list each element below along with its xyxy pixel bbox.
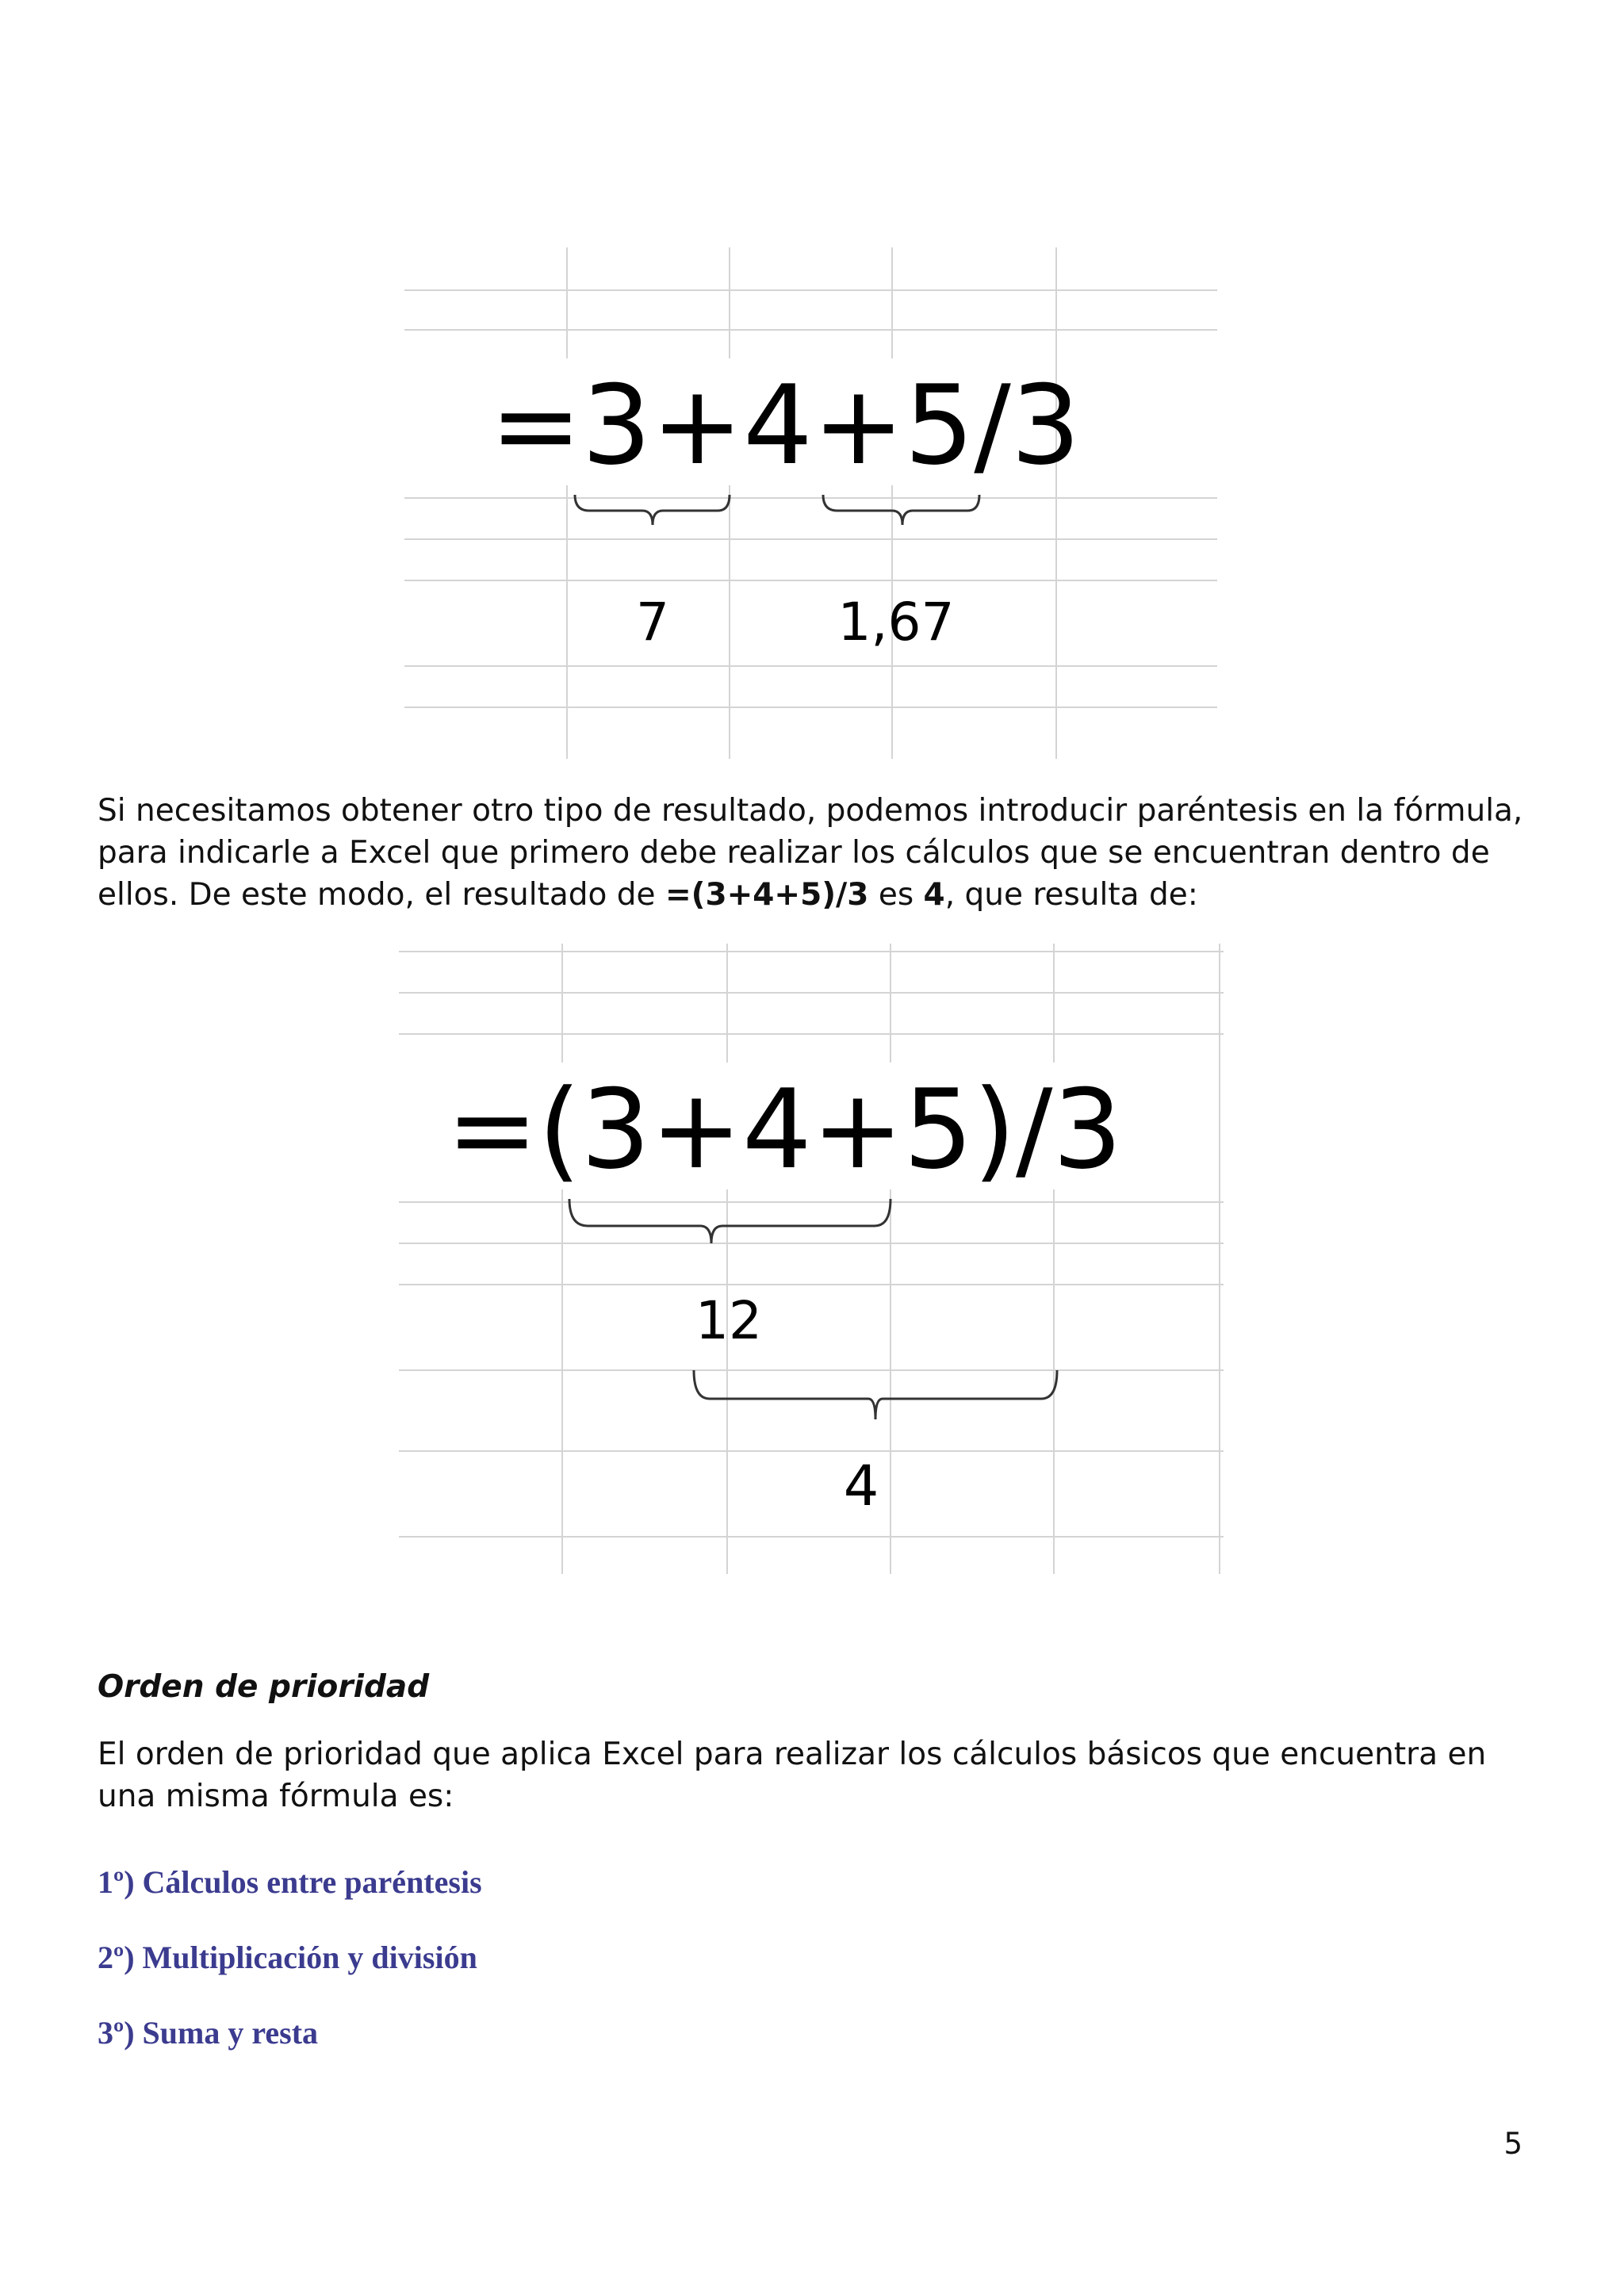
spreadsheet-grid-2 [399,944,1224,1574]
brace-right [823,495,979,525]
result-twelve: 12 [695,1290,762,1351]
paragraph-text-1: Si necesitamos obtener otro tipo de resultado, podemos introducir paréntesis en la fórmula, para indicarle a Excel que primero debe realizar los cálculos que se encuentran dentro de ellos. De este modo, el resultado de [98,793,1523,913]
section-intro: El orden de prioridad que aplica Excel para realizar los cálculos básicos que encuentra en una misma fórmula es: [98,1737,1487,1814]
priority-step-2: 2º) Multiplicación y división [98,1940,477,1975]
result-one-sixty-seven: 1,67 [837,592,955,653]
paragraph-formula: =(3+4+5)/3 [665,877,869,913]
paragraph-parentheses [98,790,1533,916]
result-four: 4 [843,1453,879,1518]
figure-formula-parentheses [399,944,1224,1574]
figure-formula-precedence [404,247,1217,759]
paragraph-text-2: es [868,877,924,913]
paragraph-text-3: , que resulta de: [944,877,1198,913]
paragraph-result: 4 [923,877,945,913]
section-heading: Orden de prioridad [98,1669,430,1705]
brace-sum [569,1199,891,1243]
formula-text: =(3+4+5)/3 [446,1066,1123,1193]
brace-left [575,495,730,525]
formula-text: =3+4+5/3 [490,362,1081,489]
result-seven: 7 [636,592,669,653]
page-number: 5 [1503,2127,1522,2161]
priority-step-3: 3º) Suma y resta [98,2015,319,2051]
grid-lines [399,944,1224,1574]
brace-division [694,1370,1057,1419]
priority-step-1: 1º) Cálculos entre paréntesis [98,1864,482,1900]
spreadsheet-grid-1 [404,247,1217,759]
grid-lines [404,247,1217,759]
